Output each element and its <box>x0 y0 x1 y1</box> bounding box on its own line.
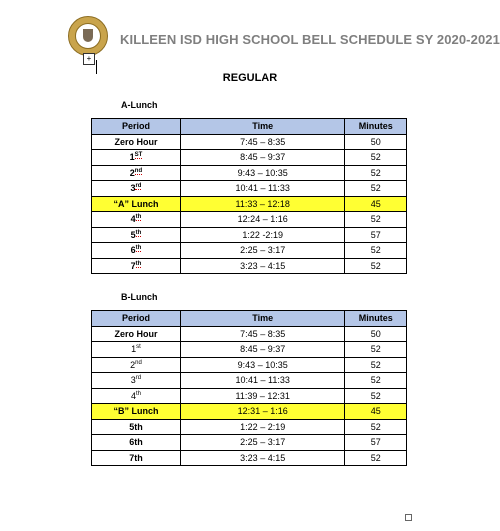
period-label: 4 <box>130 214 136 225</box>
period-cell <box>92 181 181 197</box>
period-label: “B” Lunch <box>113 406 159 417</box>
period-label: 3 <box>130 183 136 194</box>
table-row <box>92 357 407 373</box>
period-label: 6 <box>130 245 136 256</box>
period-cell <box>92 258 181 274</box>
period-cell <box>92 212 181 228</box>
time-cell: 2:25 – 3:17 <box>180 435 345 451</box>
period-cell <box>92 326 181 342</box>
table-row <box>92 388 407 404</box>
minutes-cell: 52 <box>345 373 407 389</box>
time-cell: 3:23 – 4:15 <box>180 450 345 466</box>
period-cell <box>92 357 181 373</box>
minutes-cell: 52 <box>345 165 407 181</box>
period-ordinal-suffix: ST <box>134 152 143 159</box>
page-corner-marker <box>405 514 412 521</box>
time-column-header: Time <box>180 119 345 135</box>
minutes-cell: 52 <box>345 388 407 404</box>
time-cell: 7:45 – 8:35 <box>180 134 345 150</box>
period-cell <box>92 435 181 451</box>
minutes-cell: 52 <box>345 212 407 228</box>
minutes-cell: 50 <box>345 326 407 342</box>
table-row <box>92 373 407 389</box>
time-cell: 11:33 – 12:18 <box>180 196 345 212</box>
period-cell <box>92 165 181 181</box>
time-cell: 12:24 – 1:16 <box>180 212 345 228</box>
period-cell <box>92 373 181 389</box>
period-cell <box>92 419 181 435</box>
time-cell: 9:43 – 10:35 <box>180 165 345 181</box>
period-ordinal-suffix: th <box>135 390 141 397</box>
minutes-cell: 52 <box>345 181 407 197</box>
period-label: “A” Lunch <box>113 198 159 209</box>
period-label: 5 <box>130 229 136 240</box>
table-row <box>92 450 407 466</box>
table-row <box>92 342 407 358</box>
period-cell <box>92 150 181 166</box>
b-lunch-label: B-Lunch <box>121 292 158 302</box>
table-row <box>92 196 407 212</box>
period-label: 1 <box>129 152 135 163</box>
table-row <box>92 404 407 420</box>
period-ordinal-suffix: st <box>136 344 141 351</box>
table-row <box>92 212 407 228</box>
minutes-cell: 57 <box>345 435 407 451</box>
minutes-cell: 52 <box>345 150 407 166</box>
period-ordinal-suffix: rd <box>135 375 142 382</box>
time-cell: 1:22 – 2:19 <box>180 419 345 435</box>
time-cell: 1:22 -2:19 <box>180 227 345 243</box>
period-label: 6th <box>129 437 143 448</box>
minutes-cell: 52 <box>345 243 407 259</box>
time-cell: 10:41 – 11:33 <box>180 181 345 197</box>
period-cell <box>92 243 181 259</box>
period-label: 3 <box>130 375 136 386</box>
period-label: 1 <box>131 344 137 355</box>
time-cell: 7:45 – 8:35 <box>180 326 345 342</box>
minutes-cell: 45 <box>345 196 407 212</box>
table-row <box>92 227 407 243</box>
period-cell <box>92 388 181 404</box>
time-cell: 2:25 – 3:17 <box>180 243 345 259</box>
table-row <box>92 419 407 435</box>
time-cell: 11:39 – 12:31 <box>180 388 345 404</box>
a-lunch-schedule-table <box>91 118 407 274</box>
document-header <box>68 14 500 63</box>
time-column-header: Time <box>180 311 345 327</box>
period-column-header: Period <box>92 311 181 327</box>
minutes-column-header: Minutes <box>345 119 407 135</box>
minutes-cell: 52 <box>345 357 407 373</box>
period-cell <box>92 404 181 420</box>
minutes-cell: 52 <box>345 342 407 358</box>
time-cell: 3:23 – 4:15 <box>180 258 345 274</box>
minutes-cell: 52 <box>345 450 407 466</box>
shield-icon <box>83 29 93 42</box>
period-label: Zero Hour <box>114 328 158 339</box>
table-row <box>92 243 407 259</box>
period-cell <box>92 134 181 150</box>
minutes-cell: 52 <box>345 258 407 274</box>
minutes-cell: 50 <box>345 134 407 150</box>
table-row <box>92 435 407 451</box>
period-label: 2 <box>130 359 136 370</box>
school-seal-logo <box>68 16 108 63</box>
minutes-cell: 45 <box>345 404 407 420</box>
section-heading: REGULAR <box>222 72 278 84</box>
seal-cross-mark: + <box>83 53 95 65</box>
period-cell <box>92 196 181 212</box>
minutes-column-header: Minutes <box>345 311 407 327</box>
a-lunch-label: A-Lunch <box>121 100 158 110</box>
period-label: 2 <box>129 167 135 178</box>
period-column-header: Period <box>92 119 181 135</box>
time-cell: 8:45 – 9:37 <box>180 342 345 358</box>
minutes-cell: 57 <box>345 227 407 243</box>
table-header-row <box>92 119 407 135</box>
table-row <box>92 181 407 197</box>
period-label: Zero Hour <box>114 136 158 147</box>
period-label: 5th <box>129 421 143 432</box>
period-label: 7 <box>130 260 136 271</box>
period-label: 4 <box>130 390 136 401</box>
period-ordinal-suffix: th <box>135 260 142 267</box>
period-cell <box>92 450 181 466</box>
table-header-row <box>92 311 407 327</box>
period-cell <box>92 227 181 243</box>
seal-inner-ring <box>75 23 101 49</box>
table-row <box>92 165 407 181</box>
minutes-cell: 52 <box>345 419 407 435</box>
period-label: 7th <box>129 452 143 463</box>
time-cell: 10:41 – 11:33 <box>180 373 345 389</box>
period-cell <box>92 342 181 358</box>
period-ordinal-suffix: th <box>135 214 142 221</box>
period-ordinal-suffix: nd <box>134 167 143 174</box>
table-row <box>92 134 407 150</box>
time-cell: 9:43 – 10:35 <box>180 357 345 373</box>
period-ordinal-suffix: th <box>135 229 142 236</box>
period-ordinal-suffix: nd <box>135 359 142 366</box>
table-row <box>92 258 407 274</box>
time-cell: 12:31 – 1:16 <box>180 404 345 420</box>
table-row <box>92 150 407 166</box>
b-lunch-schedule-table <box>91 310 407 466</box>
period-ordinal-suffix: rd <box>135 183 142 190</box>
period-ordinal-suffix: th <box>135 245 142 252</box>
table-row <box>92 326 407 342</box>
document-title: KILLEEN ISD HIGH SCHOOL BELL SCHEDULE SY 2020-2021 <box>120 32 500 47</box>
time-cell: 8:45 – 9:37 <box>180 150 345 166</box>
